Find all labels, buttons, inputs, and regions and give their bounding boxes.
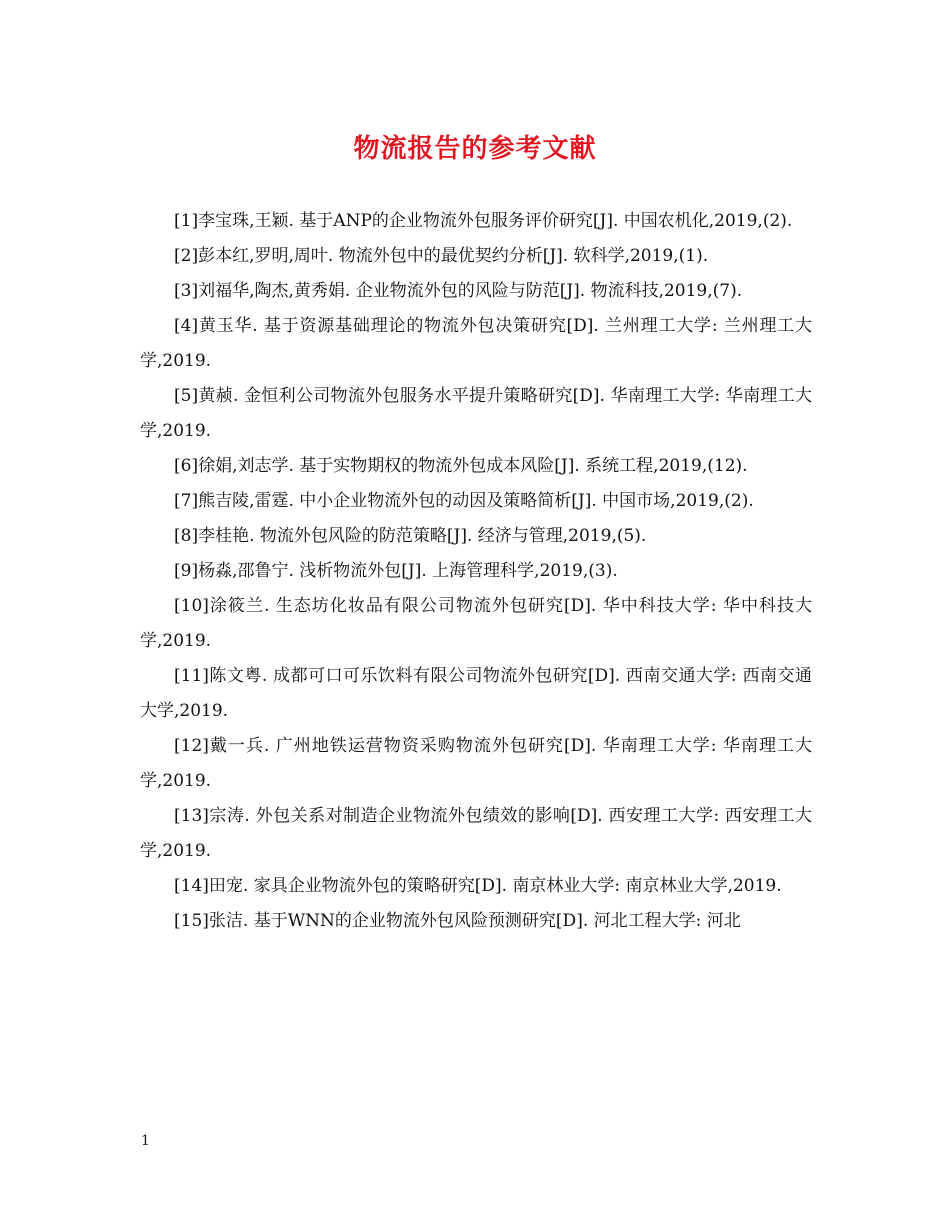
reference-item: [8]李桂艳. 物流外包风险的防范策略[J]. 经济与管理,2019,(5). <box>174 526 647 546</box>
page-number: 1 <box>141 1133 150 1149</box>
reference-item: [10]涂筱兰. 生态坊化妆品有限公司物流外包研究[D]. 华中科技大学: 华中科技大学,2019. <box>140 596 812 651</box>
reference-item: [13]宗涛. 外包关系对制造企业物流外包绩效的影响[D]. 西安理工大学: 西安理工大学,2019. <box>140 806 812 861</box>
reference-item: [14]田宠. 家具企业物流外包的策略研究[D]. 南京林业大学: 南京林业大学,2019. <box>174 876 782 896</box>
reference-item: [1]李宝珠,王颖. 基于ANP的企业物流外包服务评价研究[J]. 中国农机化,2019,(2). <box>174 211 793 231</box>
reference-list <box>140 204 812 939</box>
reference-item: [6]徐娟,刘志学. 基于实物期权的物流外包成本风险[J]. 系统工程,2019,(12). <box>174 456 748 476</box>
reference-item: [5]黄赪. 金恒利公司物流外包服务水平提升策略研究[D]. 华南理工大学: 华南理工大学,2019. <box>140 386 812 441</box>
document-title: 物流报告的参考文献 <box>353 134 597 164</box>
reference-item: [7]熊吉陵,雷霆. 中小企业物流外包的动因及策略简析[J]. 中国市场,2019,(2). <box>174 491 754 511</box>
reference-item: [2]彭本红,罗明,周叶. 物流外包中的最优契约分析[J]. 软科学,2019,(1). <box>174 246 709 266</box>
reference-item: [3]刘福华,陶杰,黄秀娟. 企业物流外包的风险与防范[J]. 物流科技,2019,(7). <box>174 281 743 301</box>
reference-item: [11]陈文粤. 成都可口可乐饮料有限公司物流外包研究[D]. 西南交通大学: 西南交通大学,2019. <box>140 666 812 721</box>
reference-item: [15]张洁. 基于WNN的企业物流外包风险预测研究[D]. 河北工程大学: 河北 <box>174 911 741 931</box>
reference-item: [4]黄玉华. 基于资源基础理论的物流外包决策研究[D]. 兰州理工大学: 兰州理工大学,2019. <box>140 316 812 371</box>
reference-item: [9]杨淼,邵鲁宁. 浅析物流外包[J]. 上海管理科学,2019,(3). <box>174 561 618 581</box>
reference-item: [12]戴一兵. 广州地铁运营物资采购物流外包研究[D]. 华南理工大学: 华南理工大学,2019. <box>140 736 812 791</box>
